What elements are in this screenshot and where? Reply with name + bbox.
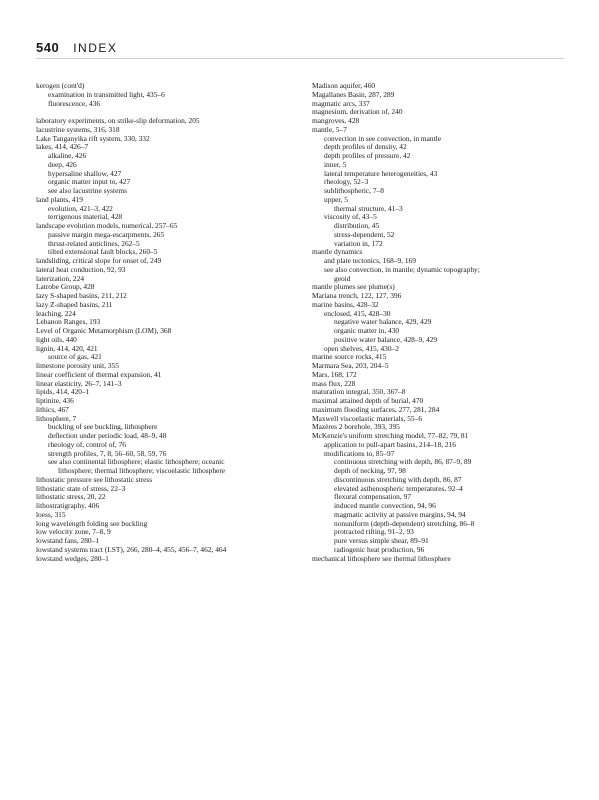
- index-entry: viscosity of, 43–5: [324, 212, 377, 222]
- index-entry: application to pull-apart basins, 214–18, 216: [324, 439, 456, 449]
- index-entry: open shelves, 415, 430–2: [324, 343, 399, 353]
- index-entry: continuous stretching with depth, 86, 87–9, 89: [334, 457, 472, 467]
- index-entry: lignin, 414, 420, 421: [36, 343, 98, 353]
- index-entry: linear elasticity, 26–7, 141–3: [36, 378, 122, 388]
- left-index-column: [36, 82, 308, 563]
- index-entry: mantle plumes see plume(s): [312, 282, 395, 292]
- index-entry: maximal attained depth of burial, 470: [312, 396, 424, 405]
- index-entry: mass flux, 228: [312, 378, 356, 388]
- index-entry: linear coefficient of thermal expansion, 41: [36, 369, 162, 379]
- index-entry: maximum flooding surfaces, 277, 281, 284: [312, 404, 440, 414]
- index-entry: mantle, 5–7: [312, 124, 347, 134]
- index-entry: lateral heat conduction, 92, 93: [36, 264, 126, 274]
- index-entry: see also convection, in mantle; dynamic topography;: [324, 264, 480, 274]
- header-rule: [36, 58, 564, 59]
- index-entry: landsliding, critical slope for onset of, 249: [36, 256, 162, 265]
- running-head: INDEX: [73, 41, 118, 55]
- index-entry: tilted extensional fault blocks, 260–5: [48, 247, 158, 257]
- index-entry: passive margin mega-escarpments, 265: [48, 229, 165, 239]
- index-entry: geoid: [334, 273, 351, 283]
- index-entry: loess, 315: [36, 509, 66, 519]
- index-entry: mechanical lithosphere see thermal lithosphere: [312, 553, 451, 563]
- page-number: 540: [36, 40, 60, 55]
- index-entry: lateral temperature heterogeneities, 43: [324, 168, 438, 178]
- index-entry: nonuniform (depth-dependent) stretching, 86–8: [334, 518, 475, 528]
- index-entry: rheology of, control of, 76: [48, 439, 126, 449]
- index-entry: discontinuous stretching with depth, 86, 87: [334, 474, 462, 484]
- index-entry: depth profiles of pressure, 42: [324, 151, 411, 160]
- index-entry: lowstand systems tract (LST), 266, 280–4, 455, 456–7, 462, 464: [36, 544, 227, 554]
- index-entry: lithostatic pressure see lithostatic stress: [36, 474, 153, 484]
- index-entry: maturation integral, 350, 367–8: [312, 387, 406, 397]
- index-entry: marine source rocks, 415: [312, 352, 387, 362]
- index-entry: pure versus simple shear, 89–91: [334, 536, 429, 545]
- index-entry: land plants, 419: [36, 194, 84, 204]
- index-entry: rheology, 52–3: [324, 177, 369, 187]
- index-entry: flexural compensation, 97: [334, 492, 411, 502]
- index-entry: protracted rifting, 91–2, 93: [334, 527, 414, 537]
- index-entry: elevated asthenospheric temperatures, 92–4: [334, 483, 463, 493]
- index-entry: lakes, 414, 426–7: [36, 142, 89, 152]
- index-entry: deflection under periodic load, 48–9, 48: [48, 431, 167, 440]
- index-entry: distribution, 45: [334, 221, 380, 230]
- index-entry: marine basins, 428–32: [312, 299, 379, 309]
- index-entry: variation in, 172: [334, 238, 383, 248]
- index-entry: mantle dynamics: [312, 247, 363, 257]
- index-entry: Mariana trench, 122, 127, 396: [312, 291, 402, 300]
- index-entry: lithostatic state of stress, 22–3: [36, 483, 126, 493]
- index-entry: Maxwell viscoelastic materials, 55–6: [312, 413, 423, 423]
- index-entry: long wavelength folding see buckling: [36, 518, 148, 528]
- index-entry: depth of necking, 97, 98: [334, 466, 406, 475]
- index-entry: light oils, 440: [36, 334, 77, 344]
- index-entry: lithostatic stress, 20, 22: [36, 492, 106, 502]
- index-entry: strength profiles, 7, 8, 56–60, 58, 59, 76: [48, 448, 167, 458]
- index-entry: Madison aquifer, 460: [312, 81, 376, 90]
- index-entry: see also continental lithosphere; elastic lithosphere; oceanic: [48, 457, 225, 467]
- index-entry: lipids, 414, 420–1: [36, 387, 90, 397]
- index-entry: thrust-related anticlines, 262–5: [48, 238, 140, 248]
- index-entry: upper, 5: [324, 194, 348, 204]
- index-entry: induced mantle convection, 94, 96: [334, 501, 436, 510]
- index-entry: mangroves, 428: [312, 116, 360, 125]
- index-entry: radiogenic heat production, 96: [334, 544, 425, 554]
- index-entry: source of gas, 421: [48, 352, 102, 362]
- index-entry: thermal structure, 41–3: [334, 203, 403, 213]
- index-entry: lowstand wedges, 280–1: [36, 553, 109, 563]
- index-entry: lithosphere, 7: [36, 413, 77, 423]
- index-entry: enclosed, 415, 428–30: [324, 308, 391, 318]
- index-entry: laterization, 224: [36, 273, 85, 283]
- index-entry: limestone porosity unit, 355: [36, 361, 119, 370]
- index-entry: inner, 5: [324, 159, 347, 169]
- index-entry: lithics, 467: [36, 404, 69, 414]
- index-entry: stress-dependent, 52: [334, 229, 395, 239]
- index-entry: Magallanes Basin, 287, 289: [312, 89, 395, 99]
- index-entry: buckling of see buckling, lithosphere: [48, 422, 158, 432]
- index-entry: deep, 426: [48, 159, 77, 169]
- index-entry: lacustrine systems, 316, 318: [36, 124, 120, 134]
- index-entry: landscape evolution models, numerical, 257–65: [36, 221, 178, 230]
- index-entry: lazy Z-shaped basins, 211: [36, 299, 113, 309]
- index-entry: organic matter input to, 427: [48, 177, 131, 187]
- index-entry: and plate tectonics, 168–9, 169: [324, 256, 416, 265]
- index-entry: hypersaline shallow, 427: [48, 168, 122, 178]
- index-entry: examination in transmitted light, 435–6: [48, 89, 165, 99]
- index-entry: Mars, 168, 172: [312, 369, 357, 379]
- index-entry: Mazères 2 borehole, 393, 395: [312, 422, 400, 432]
- index-entry: lazy S-shaped basins, 211, 212: [36, 291, 127, 300]
- index-entry: magnesium, derivation of, 240: [312, 107, 403, 117]
- index-entry: laboratory experiments, on strike-slip deformation, 205: [36, 116, 200, 125]
- index-entry: fluorescence, 436: [48, 98, 101, 108]
- index-entry: magmatic activity at passive margins, 94, 94: [334, 509, 466, 519]
- index-entry: magmatic arcs, 337: [312, 98, 370, 108]
- index-entry: lithostratigraphy, 406: [36, 501, 100, 510]
- index-entry: evolution, 421–3, 422: [48, 203, 113, 213]
- index-entry: kerogen (cont'd): [36, 81, 85, 90]
- index-entry: organic matter in, 430: [334, 326, 400, 335]
- index-entry: Lebanon Ranges, 193: [36, 317, 101, 327]
- index-entry: depth profiles of density, 42: [324, 142, 407, 152]
- index-entry: Level of Organic Metamorphism (LOM), 368: [36, 326, 172, 335]
- index-entry: liptinite, 436: [36, 396, 74, 405]
- index-entry: terrigenous material, 428: [48, 212, 123, 222]
- index-entry: leaching, 224: [36, 308, 76, 318]
- index-entry: Marmara Sea, 203, 204–5: [312, 361, 389, 370]
- index-entry: sublithospheric, 7–8: [324, 186, 384, 195]
- index-entry: negative water balance, 429, 429: [334, 317, 432, 327]
- index-entry: Latrobe Group, 428: [36, 282, 95, 292]
- index-entry: positive water balance, 428–9, 429: [334, 334, 438, 344]
- index-entry: low velocity zone, 7–8, 9: [36, 527, 111, 537]
- index-entry: McKenzie's uniform stretching model, 77–82, 79, 81: [312, 431, 469, 440]
- page-header: [36, 40, 566, 55]
- right-index-column: [312, 82, 584, 563]
- index-entry: modifications to, 85–97: [324, 448, 395, 458]
- index-entry: lithosphere; thermal lithosphere; viscoelastic lithosphere: [58, 466, 226, 475]
- index-entry: alkaline, 426: [48, 151, 87, 160]
- index-entry: lowstand fans, 280–1: [36, 536, 100, 545]
- index-entry: see also lacustrine systems: [48, 186, 128, 195]
- index-entry: Lake Tanganyika rift system, 330, 332: [36, 133, 150, 143]
- index-entry: convection in see convection, in mantle: [324, 133, 441, 143]
